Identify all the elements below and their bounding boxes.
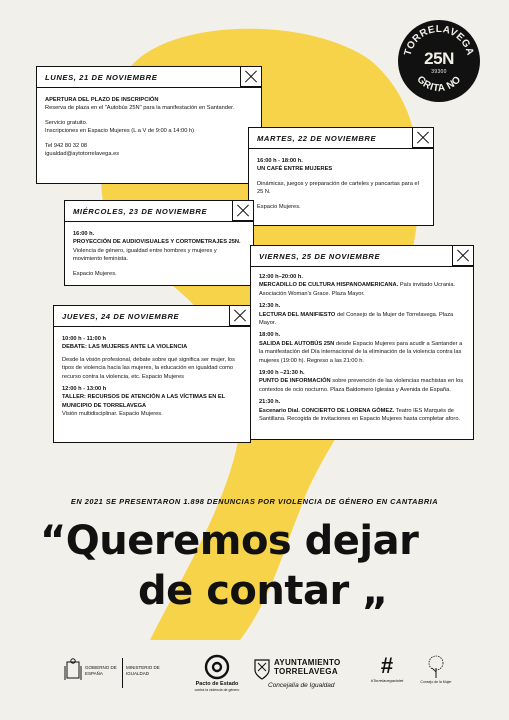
quote-line1: Queremos dejar — [65, 518, 419, 564]
coat-of-arms-icon — [64, 658, 82, 684]
card-martes-title: UN CAFÉ ENTRE MUJERES — [257, 166, 333, 173]
hashtag-icon: # — [380, 653, 394, 678]
viernes-e4-desc: sobre prevención de las violencias machistas en los contextos de ocio nocturno. Plaza Baldomero Iglesias y Avenida de España. — [259, 378, 464, 393]
card-lunes — [36, 66, 262, 184]
card-martes-date: MARTES, 22 DE NOVIEMBRE — [257, 133, 377, 143]
quote-open-mark: “ — [40, 518, 66, 564]
card-jueves — [53, 305, 251, 443]
consejo-logo — [416, 654, 456, 698]
close-icon[interactable] — [240, 66, 262, 87]
quote-line2-wrap — [40, 566, 418, 616]
gobierno-text: GOBIERNO DE ESPAÑA — [85, 665, 117, 676]
close-icon[interactable] — [452, 245, 474, 266]
stat-line: EN 2021 SE PRESENTARON 1.898 DENUNCIAS POR VIOLENCIA DE GÉNERO EN CANTABRIA — [70, 497, 439, 506]
card-jueves-date: JUEVES, 24 DE NOVIEMBRE — [62, 311, 180, 321]
viernes-e2-title: LECTURA DEL MANIFIESTO — [259, 311, 336, 318]
card-lunes-line4: Tel 942 80 32 08 — [45, 142, 88, 149]
pacto-logo — [188, 654, 246, 698]
pacto-sub: contra la violencia de género — [194, 687, 240, 692]
logo-divider — [122, 658, 123, 688]
card-jueves-body — [54, 327, 250, 425]
jueves-title2: TALLER: RECURSOS DE ATENCIÓN A LAS VÍCTIMAS EN EL MUNICIPIO DE TORRELAVEGA — [62, 394, 226, 409]
card-martes-line2: Espacio Mujeres. — [257, 203, 301, 210]
card-miercoles-date: MIÉRCOLES, 23 DE NOVIEMBRE — [73, 206, 208, 216]
viernes-e5-time: 21:30 h. — [259, 399, 281, 406]
concejalia-text: Concejalía de Igualdad — [268, 682, 335, 689]
pacto-text: Pacto de Estado — [195, 681, 239, 687]
badge-bottom-text: GRITA NO — [414, 74, 464, 95]
jueves-desc1: Desde la visión profesional, debate sobre qué significa ser mujer, los tipos de violencia hacia las mujeres, la educación en igualdad como recurso contra la violencia, etc. Espacio Mujeres — [62, 356, 235, 380]
ministerio-text: MINISTERIO DE IGUALDAD — [126, 665, 160, 676]
quote-line1-wrap — [40, 516, 418, 566]
badge-center: 25N — [424, 49, 454, 68]
card-martes-body — [249, 149, 433, 223]
card-miercoles-header — [65, 201, 253, 222]
svg-text:GRITA NO — [414, 74, 463, 94]
consejo-text: Consejo de la Mujer — [420, 680, 452, 684]
card-miercoles-desc: Violencia de género, igualdad entre hombres y mujeres y movimiento feminista. — [73, 247, 217, 263]
card-miercoles-body — [65, 222, 253, 290]
quote — [40, 516, 418, 616]
card-martes-time: 16:00 h - 18:00 h. — [257, 158, 303, 164]
card-miercoles-time: 16:00 h. — [73, 231, 95, 237]
card-lunes-header — [37, 67, 261, 88]
card-martes-line1: Dinámicas, juegos y preparación de carteles y pancartas para el 25 N. — [257, 180, 419, 196]
card-lunes-line1: Reserva de plaza en el "Autobús 25N" para la manifestación en Santander. — [45, 105, 235, 112]
jueves-title1: DEBATE: LAS MUJERES ANTE LA VIOLENCIA — [62, 344, 188, 351]
close-icon[interactable] — [232, 200, 254, 221]
pacto-icon — [204, 654, 230, 680]
badge-code: 39300 — [431, 69, 447, 75]
card-jueves-header — [54, 306, 250, 327]
viernes-e4-time: 19:00 h –21:30 h. — [259, 370, 305, 377]
card-lunes-date: LUNES, 21 DE NOVIEMBRE — [45, 72, 158, 82]
ayto-logo — [254, 656, 358, 696]
viernes-e2-time: 12:30 h. — [259, 303, 281, 310]
viernes-e3-time: 18:00 h. — [259, 332, 281, 339]
hashtag-text: #Torrelavegaviolet — [370, 678, 404, 683]
close-icon[interactable] — [412, 127, 434, 148]
viernes-e5-desc: Teatro IES Marqués de Santillana. Recogida de invitaciones en Espacio Mujeres hasta completar aforo. — [259, 407, 461, 423]
card-miercoles-line2: Espacio Mujeres. — [73, 270, 117, 277]
viernes-e4-title: PUNTO DE INFORMACIÓN — [259, 378, 331, 385]
quote-line2: de contar — [138, 568, 349, 614]
badge-top-text: TORRELAVEGA — [402, 23, 476, 58]
torrelavega-badge — [398, 20, 480, 102]
card-lunes-line2: Servicio gratuito. — [45, 119, 88, 126]
quote-close-mark: „ — [362, 568, 388, 614]
jueves-desc2: Visión multidisciplinar. Espacio Mujeres. — [62, 411, 163, 418]
card-viernes-header — [251, 246, 473, 267]
card-lunes-line3: Inscripciones en Espacio Mujeres (L a V de 9:00 a 14:00 h) — [45, 128, 195, 135]
ayto-text: AYUNTAMIENTO — [274, 658, 341, 667]
card-viernes-body — [251, 267, 473, 430]
card-martes-header — [249, 128, 433, 149]
viernes-e1-time: 12:00 h–20:00 h. — [259, 274, 303, 280]
close-icon[interactable] — [229, 305, 251, 326]
card-viernes — [250, 245, 474, 440]
viernes-e1-title: MERCADILLO DE CULTURA HISPANOAMERICANA. — [259, 282, 399, 289]
viernes-e5-title: Escenario Dial. CONCIERTO DE LORENA GÓMEZ. — [259, 407, 395, 414]
jueves-time1: 10:00 h - 11:00 h — [62, 336, 106, 342]
viernes-e1-desc: País invitado Ucrania. Asociación Woman's Grace. Plaza Mayor. — [259, 282, 456, 297]
card-lunes-email[interactable]: igualdad@aytotorrelavega.es — [45, 151, 120, 158]
gobierno-logo — [60, 658, 170, 690]
card-viernes-date: VIERNES, 25 DE NOVIEMBRE — [259, 251, 381, 261]
card-lunes-title: APERTURA DEL PLAZO DE INSCRIPCIÓN — [45, 97, 159, 103]
card-martes — [248, 127, 434, 226]
card-lunes-body — [37, 88, 261, 170]
tree-icon — [424, 654, 448, 680]
viernes-e3-title: SALIDA DEL AUTOBÚS 25N — [259, 340, 335, 347]
viernes-e2-desc: del Consejo de la Mujer de Torrelavega. Plaza Mayor. — [259, 311, 454, 327]
card-miercoles — [64, 200, 254, 286]
card-miercoles-title: PROYECCIÓN DE AUDIOVISUALES Y CORTOMETRAJES 25N. — [73, 239, 241, 246]
jueves-time2: 12:00 h - 13:00 h — [62, 386, 107, 393]
logos-bar — [60, 652, 460, 702]
viernes-e3-desc: desde Espacio Mujeres para acudir a Santander a la manifestación del Día internacional de la eliminación de la violencia contra las mujeres (19:00 h). Regreso a las 21:00 h. — [259, 340, 463, 364]
shield-icon — [254, 658, 270, 680]
hashtag-logo — [362, 654, 412, 694]
ayto-text2: TORRELAVEGA — [274, 667, 338, 676]
